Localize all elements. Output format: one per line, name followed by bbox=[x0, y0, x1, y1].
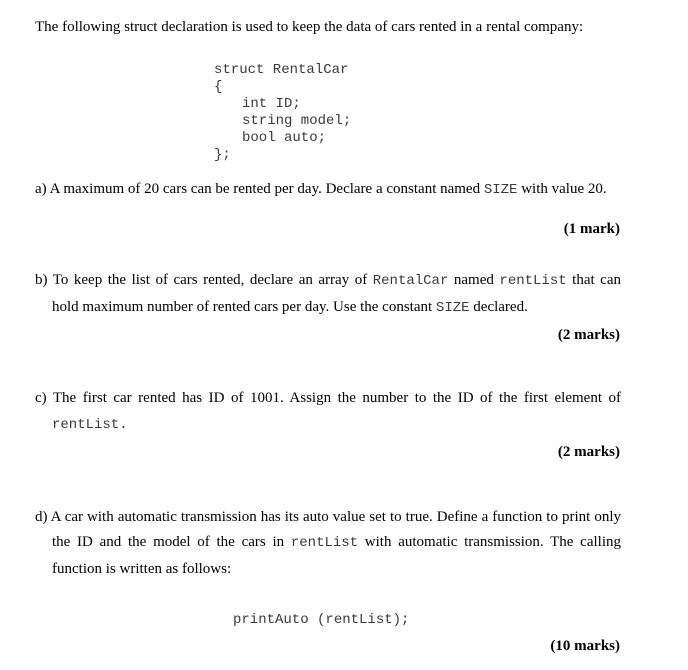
question-c-code-rentlist: rentList. bbox=[52, 417, 128, 433]
question-d-marks: (10 marks) bbox=[550, 638, 620, 654]
code-line-struct-header: struct RentalCar bbox=[214, 62, 349, 78]
question-d-line-2: the ID and the model of the cars in rentList with automatic transmission. The calling bbox=[52, 534, 622, 551]
question-d-line-3: function is written as follows: bbox=[52, 561, 232, 577]
intro-text: The following struct declaration is used to keep the data of cars rented in a rental company: bbox=[35, 19, 584, 35]
question-d-line-1: d) A car with automatic transmission has its auto value set to true. Define a function to print only bbox=[35, 509, 621, 525]
question-b-line-1: b) To keep the list of cars rented, declare an array of RentalCar named rentList that can bbox=[35, 272, 621, 289]
code-size-ref: SIZE bbox=[435, 300, 470, 316]
question-a-marks: (1 mark) bbox=[563, 221, 620, 237]
question-c-line-1: c) The first car rented has ID of 1001. Assign the number to the ID of the first element of bbox=[35, 390, 621, 406]
code-rentalcar: RentalCar bbox=[372, 273, 449, 289]
question-b-line-2: hold maximum number of rented cars per day. Use the constant SIZE declared. bbox=[52, 299, 528, 316]
code-rentlist-d: rentList bbox=[290, 535, 359, 551]
code-line-open-brace: { bbox=[214, 79, 223, 95]
code-rentlist: rentList bbox=[499, 273, 567, 289]
code-line-close-brace: }; bbox=[214, 147, 231, 163]
code-line-model-field: string model; bbox=[242, 113, 352, 129]
code-line-auto-field: bool auto; bbox=[242, 130, 327, 146]
question-c-marks: (2 marks) bbox=[557, 444, 620, 460]
question-a-text: a) A maximum of 20 cars can be rented per day. Declare a constant named SIZE with value 20. bbox=[35, 181, 607, 198]
code-size-constant: SIZE bbox=[483, 182, 518, 198]
code-line-id-field: int ID; bbox=[242, 96, 301, 112]
question-b-marks: (2 marks) bbox=[557, 327, 620, 343]
code-print-auto-call: printAuto (rentList); bbox=[233, 612, 410, 628]
